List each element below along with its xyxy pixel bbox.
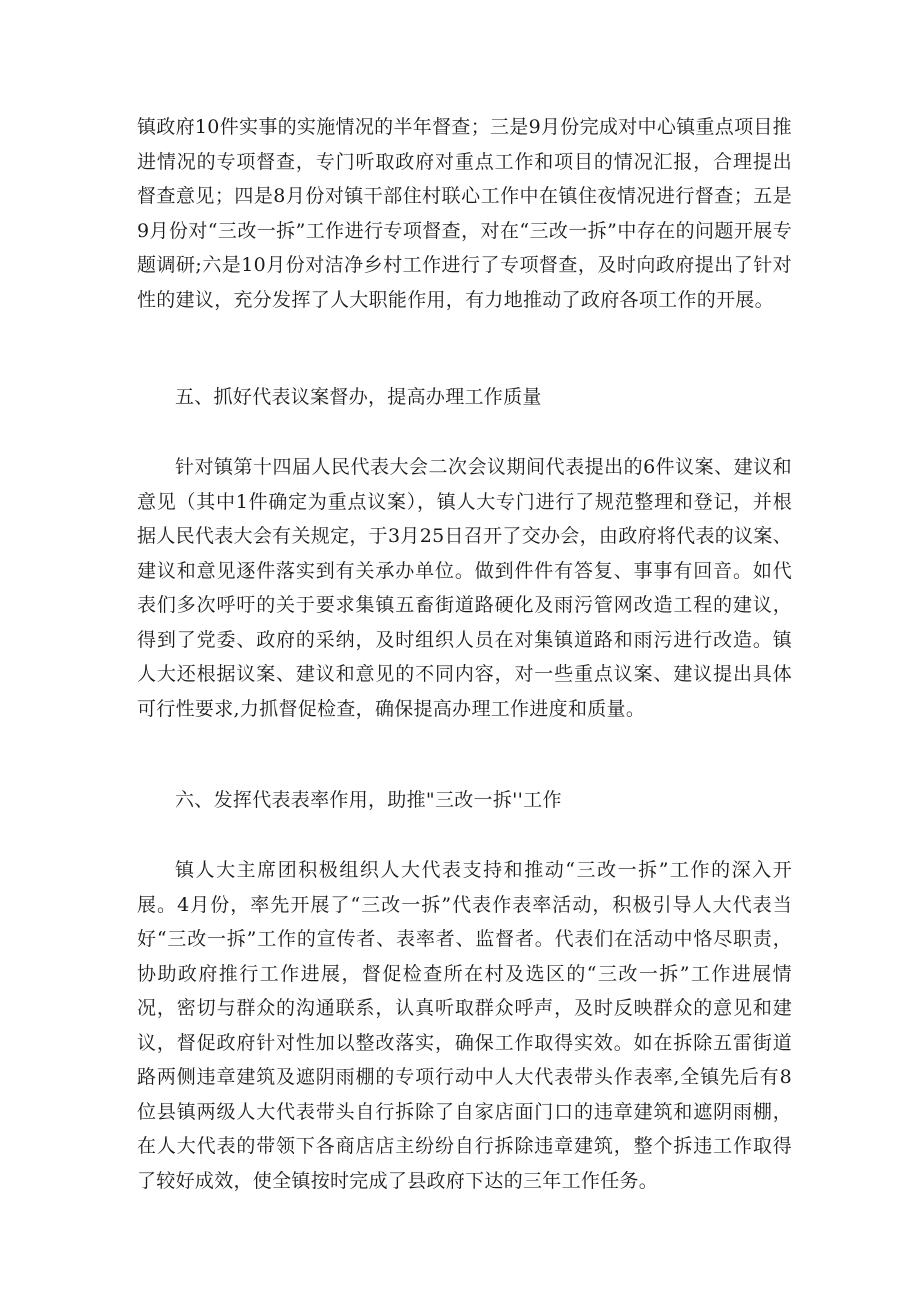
section-heading-6: 六、发挥代表表率作用，助推"三改一拆''工作: [175, 789, 562, 811]
section-heading-5: 五、抓好代表议案督办，提高办理工作质量: [175, 386, 542, 408]
section-body-6: 镇人大主席团积极组织人大代表支持和推动“三改一拆”工作的深入开展。4月份，率先开展了“三改一拆”代表作表率活动，积极引导人大代表当好“三改一拆”工作的宣传者、表率者、监督者。代表们在活动中恪尽职责，协助政府推行工作进展，督促检查所在村及选区的“三改一拆”工作进展情况，密切与群众的沟通联系，认真听取群众呼声，及时反映群众的意见和建议，督促政府针对性加以整改落实，确保工作取得实效。如在拆除五雷街道路两侧违章建筑及遮阴雨棚的专项行动中人大代表带头作表率,全镇先后有8位县镇两级人大代表带头自行拆除了自家店面门口的违章建筑和遮阴雨棚，在人大代表的带领下各商店店主纷纷自行拆除违章建筑，整个拆违工作取得了较好成效，使全镇按时完成了县政府下达的三年工作任务。: [137, 859, 792, 1192]
section-body-5: 针对镇第十四届人民代表大会二次会议期间代表提出的6件议案、建议和意见（其中1件确定为重点议案），镇人大专门进行了规范整理和登记，并根据人民代表大会有关规定，于3月25日召开了交办会，由政府将代表的议案、建议和意见逐件落实到有关承办单位。做到件件有答复、事事有回音。如代表们多次呼吁的关于要求集镇五畜街道路硬化及雨污管网改造工程的建议，得到了党委、政府的采纳，及时组织人员在对集镇道路和雨污进行改造。镇人大还根据议案、建议和意见的不同内容，对一些重点议案、建议提出具体可行性要求,力抓督促检查，确保提高办理工作进度和质量。: [137, 456, 792, 720]
paragraph-continued: 镇政府10件实事的实施情况的半年督查；三是9月份完成对中心镇重点项目推进情况的专项督查，专门听取政府对重点工作和项目的情况汇报，合理提出督查意见；四是8月份对镇干部住村联心工作中在镇住夜情况进行督查；五是9月份对“三改一拆”工作进行专项督查，对在“三改一拆”中存在的问题开展专题调研;六是10月份对洁净乡村工作进行了专项督查，及时向政府提出了针对性的建议，充分发挥了人大职能作用，有力地推动了政府各项工作的开展。: [137, 116, 792, 311]
